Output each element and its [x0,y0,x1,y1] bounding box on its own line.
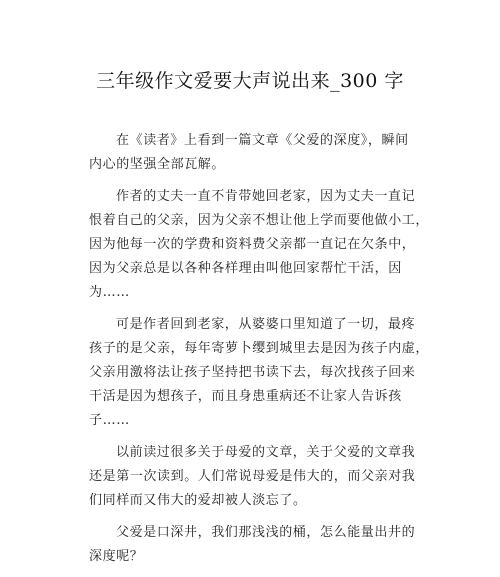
text-line: 恨着自己的父亲，因为父亲不想让他上学而要他做小工， [89,213,430,228]
text-line: 子…… [89,413,130,428]
text-line: 内心的坚强全部瓦解。 [89,157,226,172]
text-line: 干活是因为想孩子，而且身患重病还不让家人告诉孩 [89,389,402,404]
text-line: 深度呢？ [89,549,144,564]
article-body [89,129,430,577]
text-line: 们同样而又伟大的爱却被人淡忘了。 [89,493,307,508]
text-line: 作者的丈夫一直不肯带她回老家，因为丈夫一直记 [116,189,416,204]
text-line: 以前读过很多关于母爱的文章，关于父爱的文章我 [116,445,416,460]
text-line: 在《读者》上看到一篇文章《父爱的深度》，瞬间 [116,133,409,148]
paragraph [89,441,419,513]
text-line: 父爱是口深井，我们那浅浅的桶，怎么能量出井的 [116,525,416,540]
text-line: 父亲用激将法让孩子坚持把书读下去，每次找孩子回来 [89,365,416,380]
text-line: 因为父亲总是以各种各样理由叫他回家帮忙干活，因 [89,261,402,276]
paragraph [89,129,419,177]
paragraph [89,313,430,433]
text-line: 可是作者回到老家，从婆婆口里知道了一切，最疼 [116,317,416,332]
text-line: 还是第一次读到。人们常说母爱是伟大的，而父亲对我 [89,469,416,484]
paragraph [89,185,430,305]
text-line: 为…… [89,285,130,300]
text-line: 因为他每一次的学费和资料费父亲都一直记在欠条中， [89,237,416,252]
text-line: 孩子的是父亲，每年寄萝卜缨到城里去是因为孩子内虚， [89,341,430,356]
article-title: 三年级作文爱要大声说出来_300 字 [96,70,404,92]
paragraph [89,521,419,569]
